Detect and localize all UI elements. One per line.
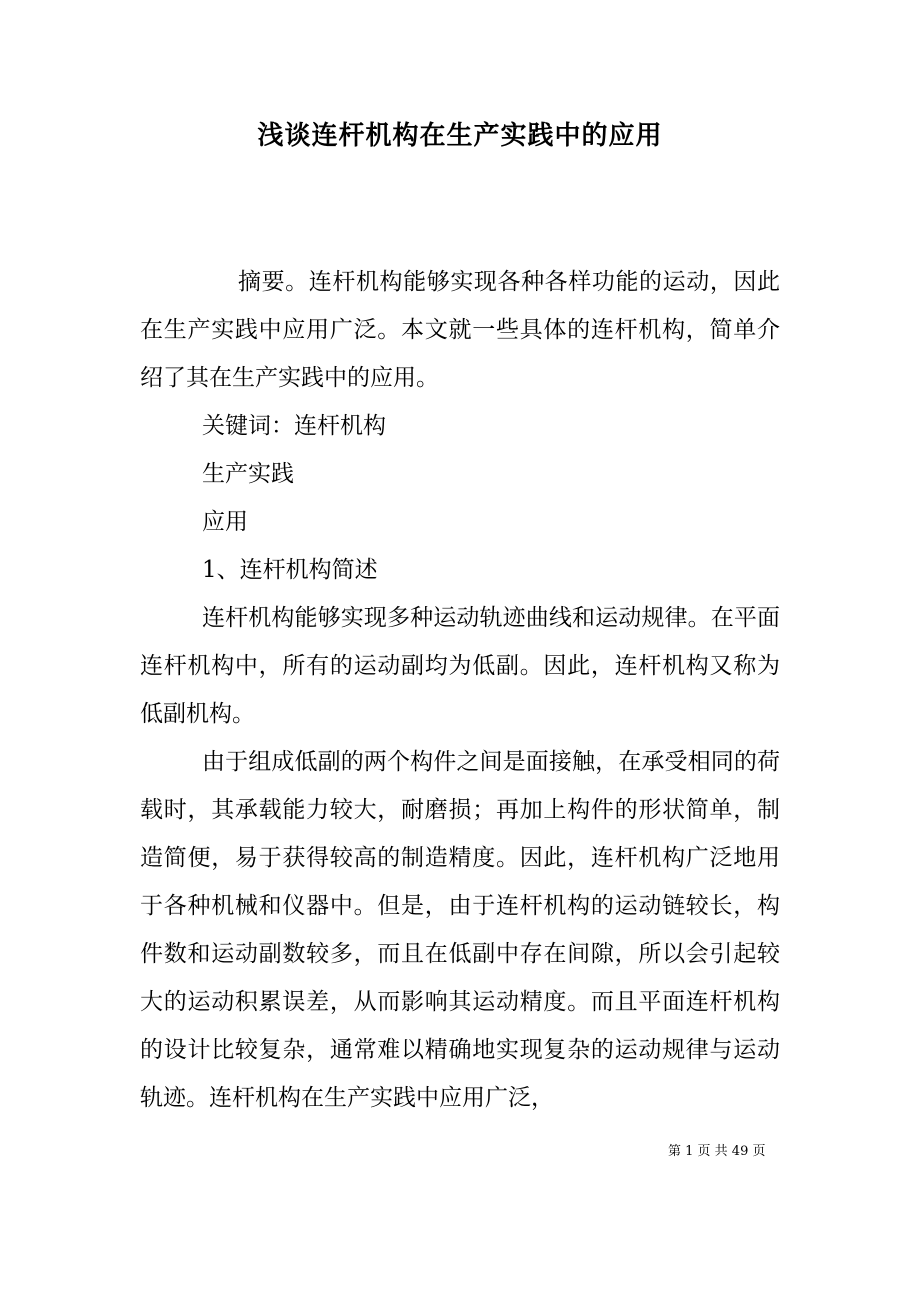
keywords-line: 关键词：连杆机构 (202, 413, 386, 439)
document-body (140, 258, 780, 1122)
keyword-item: 生产实践 (202, 461, 294, 487)
body-paragraph: 连杆机构能够实现多种运动轨迹曲线和运动规律。在平面连杆机构中，所有的运动副均为低副。因此，连杆机构又称为低副机构。 (140, 605, 780, 727)
document-title: 浅谈连杆机构在生产实践中的应用 (257, 121, 663, 151)
keyword-item: 应用 (202, 509, 248, 535)
abstract-paragraph: 摘要。连杆机构能够实现各种各样功能的运动，因此在生产实践中应用广泛。本文就一些具体的连杆机构，简单介绍了其在生产实践中的应用。 (140, 269, 780, 391)
section-heading: 1、连杆机构简述 (202, 557, 378, 583)
page-number-footer: 第 1 页 共 49 页 (668, 1144, 766, 1159)
body-paragraph: 由于组成低副的两个构件之间是面接触，在承受相同的荷载时，其承载能力较大，耐磨损；再加上构件的形状简单，制造简便，易于获得较高的制造精度。因此，连杆机构广泛地用于各种机械和仪器中。但是，由于连杆机构的运动链较长，构件数和运动副数较多，而且在低副中存在间隙，所以会引起较大的运动积累误差，从而影响其运动精度。而且平面连杆机构的设计比较复杂，通常难以精确地实现复杂的运动规律与运动轨迹。连杆机构在生产实践中应用广泛， (140, 749, 780, 1111)
